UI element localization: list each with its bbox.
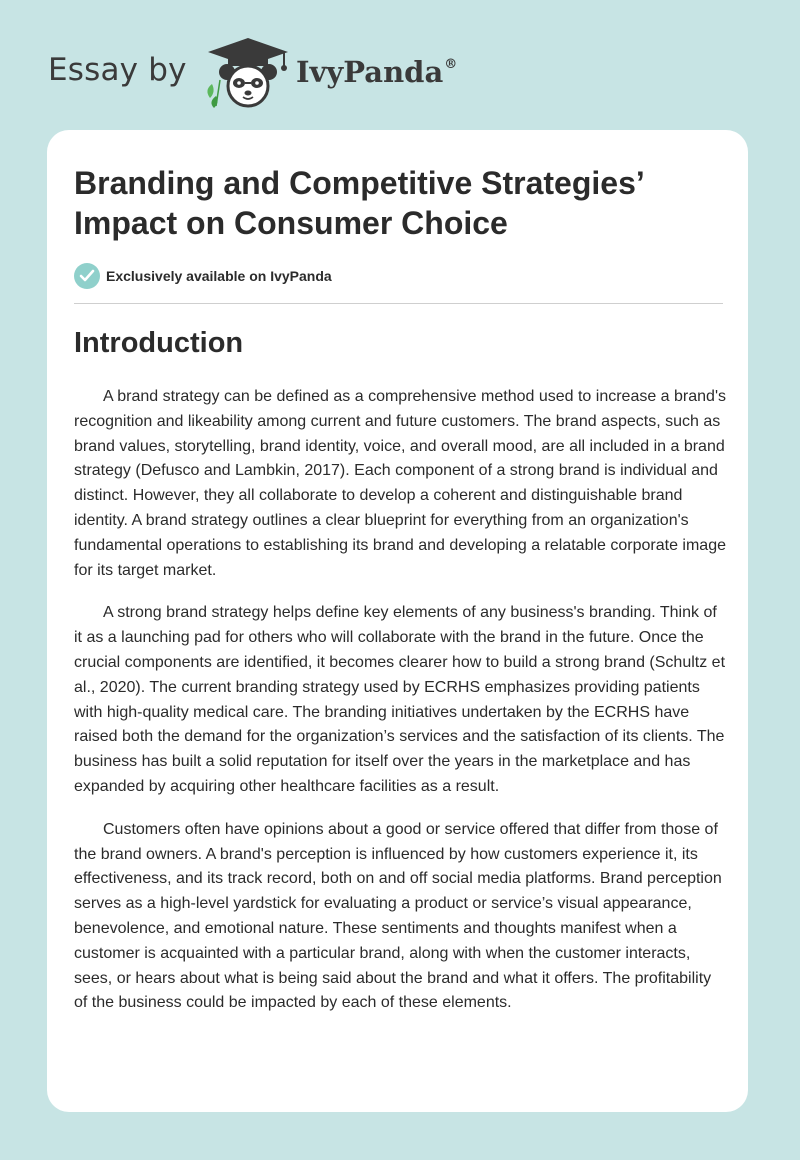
paragraph: Customers often have opinions about a good or service offered that differ from those of the brand owners. A brand's perception is influenced by how customers experience it, its effectiveness, and its track record, both on and off social media platforms. Brand perception serves as a high-level yardstick for evaluating a product or service’s visual appearance, benevolence, and emotional nature. These sentiments and thoughts manifest when a customer is acquainted with a particular brand, along with when the customer interacts, sees, or hears about what is being said about the brand and what it offers. The profitability of the business could be impacted by each of these elements. — [74, 820, 722, 1012]
essay-card — [47, 130, 748, 1112]
brand-text: IvyPanda — [296, 55, 444, 89]
site-header — [0, 0, 800, 130]
paragraph: A brand strategy can be defined as a comprehensive method used to increase a brand's recognition and likeability among current and future customers. The brand aspects, such as brand values, storytelling, brand identity, voice, and overall mood, are all included in a brand strategy (Defusco and Lambkin, 2017). Each component of a strong brand is individual and distinct. However, they all collaborate to develop a coherent and distinguishable brand identity. A brand strategy outlines a clear blueprint for everything from an organization's fundamental operations to establishing its brand and developing a relatable corporate image for its target market. — [74, 388, 726, 579]
essay-body — [74, 385, 728, 1034]
brand-name[interactable] — [296, 55, 457, 89]
exclusive-badge — [74, 263, 332, 289]
essay-by-label: Essay by — [48, 52, 187, 88]
registered-mark: ® — [444, 57, 458, 72]
divider — [74, 303, 723, 304]
exclusive-text: Exclusively available on IvyPanda — [106, 268, 332, 284]
panda-logo-icon[interactable] — [198, 36, 294, 108]
essay-title: Branding and Competitive Strategies’ Impact on Consumer Choice — [74, 165, 643, 241]
check-icon — [74, 263, 100, 289]
paragraph: A strong brand strategy helps define key elements of any business's branding. Think of it as a launching pad for others who will collaborate with the brand in the future. Once the crucial components are identified, it becomes clearer how to build a strong brand (Schultz et al., 2020). The current branding strategy used by ECRHS emphasizes providing patients with high-quality medical care. The branding initiatives undertaken by the ECRHS have raised both the demand for the organization’s services and the satisfaction of its clients. The business has built a solid reputation for itself over the years in the marketplace and has expanded by acquiring other healthcare facilities as a result. — [74, 604, 726, 795]
section-heading: Introduction — [74, 327, 244, 359]
